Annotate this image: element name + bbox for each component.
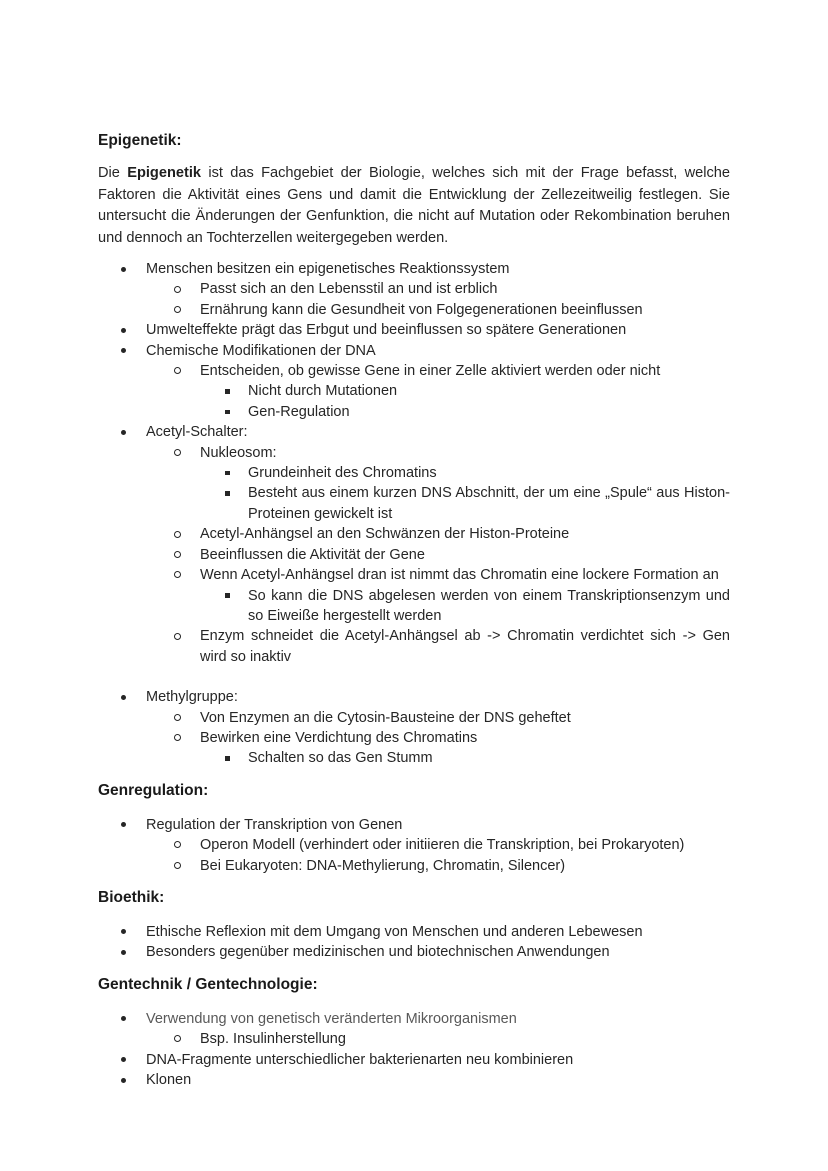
bullet-icon: [121, 1016, 126, 1021]
intro-paragraph: [98, 163, 730, 249]
circle-bullet-icon: [174, 1035, 181, 1042]
list-item: [98, 728, 730, 748]
bullet-icon: [121, 348, 126, 353]
circle-bullet-icon: [174, 286, 181, 293]
list-item: [98, 422, 730, 442]
circle-bullet-icon: [174, 633, 181, 640]
square-bullet-icon: [225, 389, 230, 394]
list-item-text: Nukleosom:: [200, 444, 277, 461]
genregulation-list: [98, 815, 730, 876]
list-item: [98, 1050, 730, 1070]
list-item: [98, 402, 730, 422]
circle-bullet-icon: [174, 862, 181, 869]
list-item-text: DNA-Fragmente unterschiedlicher bakterienarten neu kombinieren: [146, 1051, 574, 1068]
list-item-text: Umwelteffekte prägt das Erbgut und beeinflussen so spätere Generationen: [146, 322, 627, 339]
circle-bullet-icon: [174, 714, 181, 721]
list-item-text: Besonders gegenüber medizinischen und biotechnischen Anwendungen: [146, 944, 610, 961]
circle-bullet-icon: [174, 551, 181, 558]
list-item-text: Chemische Modifikationen der DNA: [146, 342, 376, 359]
bullet-icon: [121, 430, 126, 435]
circle-bullet-icon: [174, 531, 181, 538]
bullet-icon: [121, 695, 126, 700]
list-item-text: Grundeinheit des Chromatins: [248, 465, 437, 482]
list-item-text: Bewirken eine Verdichtung des Chromatins: [200, 729, 478, 746]
list-item: [98, 856, 730, 876]
circle-bullet-icon: [174, 571, 181, 578]
list-item-text: Methylgruppe:: [146, 689, 238, 706]
list-item-text: Entscheiden, ob gewisse Gene in einer Zelle aktiviert werden oder nicht: [200, 363, 661, 380]
list-item: [98, 463, 730, 483]
list-item-text: Acetyl-Anhängsel an den Schwänzen der Histon-Proteine: [200, 526, 570, 543]
list-item-text: Operon Modell (verhindert oder initiieren die Transkription, bei Prokaryoten): [200, 837, 685, 854]
bullet-icon: [121, 929, 126, 934]
list-item-text: Klonen: [146, 1072, 192, 1088]
list-item: [98, 361, 730, 381]
section-heading-gentechnik: Gentechnik / Gentechnologie:: [98, 975, 318, 993]
list-item-text: Enzym schneidet die Acetyl-Anhängsel ab -> Chromatin verdichtet sich -> Gen wird so inaktiv: [200, 628, 730, 665]
list-item: [98, 1029, 730, 1049]
list-item-text: Besteht aus einem kurzen DNS Abschnitt, der um eine „Spule“ aus Histon-Proteinen gewickelt ist: [248, 485, 730, 522]
circle-bullet-icon: [174, 367, 181, 374]
list-item: [98, 922, 730, 942]
section-heading-epigenetik: Epigenetik:: [98, 132, 182, 149]
list-item: [98, 279, 730, 299]
list-item-text: Bsp. Insulinherstellung: [200, 1031, 346, 1048]
list-item: [98, 300, 730, 320]
list-item-text: Regulation der Transkription von Genen: [146, 816, 403, 833]
bullet-icon: [121, 328, 126, 333]
list-item-text: Nicht durch Mutationen: [248, 383, 398, 400]
list-item-text: So kann die DNS abgelesen werden von einem Transkriptionsenzym und so Eiweiße hergestellt werden: [248, 587, 730, 624]
document-content: [98, 131, 730, 1090]
list-item: [98, 545, 730, 565]
list-item: [98, 483, 730, 524]
list-item-text: Passt sich an den Lebensstil an und ist erblich: [200, 281, 498, 298]
list-item: [98, 443, 730, 463]
list-item-text: Acetyl-Schalter:: [146, 424, 248, 441]
section-heading-genregulation: Genregulation:: [98, 781, 209, 799]
bullet-icon: [121, 822, 126, 827]
list-item: [98, 259, 730, 279]
list-item-text: Bei Eukaryoten: DNA-Methylierung, Chromatin, Silencer): [200, 857, 566, 874]
list-item: [98, 320, 730, 340]
list-item-text: Verwendung von genetisch veränderten Mikroorganismen: [146, 1010, 517, 1027]
bioethik-list: [98, 922, 730, 963]
square-bullet-icon: [225, 471, 230, 476]
list-item: [98, 524, 730, 544]
epigenetik-list: [98, 259, 730, 769]
bullet-icon: [121, 950, 126, 955]
list-item-text: Ethische Reflexion mit dem Umgang von Menschen und anderen Lebewesen: [146, 923, 643, 940]
list-item-text: Von Enzymen an die Cytosin-Bausteine der DNS geheftet: [200, 709, 571, 726]
list-item: [98, 341, 730, 361]
list-item-text: Ernährung kann die Gesundheit von Folgegenerationen beeinflussen: [200, 301, 643, 318]
circle-bullet-icon: [174, 841, 181, 848]
list-item: [98, 626, 730, 667]
square-bullet-icon: [225, 593, 230, 598]
list-item: [98, 1070, 730, 1090]
bullet-icon: [121, 1078, 126, 1083]
bullet-icon: [121, 267, 126, 272]
intro-rest: ist das Fachgebiet der Biologie, welches sich mit der Frage befasst, welche Faktoren die Aktivität eines Gens und damit die Entwicklung der Zellezeitweilig festlegen. Sie untersucht die Änderungen der Genfunktion, die nicht auf Mutation oder Rekombination beruhen und dennoch an Tochterzellen weitergegeben werden.: [98, 165, 730, 246]
list-item: [98, 1009, 730, 1029]
intro-lead: Die: [98, 165, 128, 181]
circle-bullet-icon: [174, 306, 181, 313]
list-item: [98, 815, 730, 835]
square-bullet-icon: [225, 756, 230, 761]
list-item: [98, 942, 730, 962]
list-item-text: Beeinflussen die Aktivität der Gene: [200, 546, 425, 563]
intro-bold-term: Epigenetik: [127, 165, 202, 181]
list-item: [98, 586, 730, 627]
bullet-icon: [121, 1057, 126, 1062]
list-item-text: Schalten so das Gen Stumm: [248, 750, 433, 767]
gentechnik-list: [98, 1009, 730, 1091]
circle-bullet-icon: [174, 734, 181, 741]
list-item-text: Wenn Acetyl-Anhängsel dran ist nimmt das Chromatin eine lockere Formation an: [200, 567, 719, 584]
square-bullet-icon: [225, 491, 230, 496]
list-item-text: Menschen besitzen ein epigenetisches Reaktionssystem: [146, 261, 510, 277]
list-item: [98, 687, 730, 707]
list-item: [98, 565, 730, 585]
circle-bullet-icon: [174, 449, 181, 456]
list-item: [98, 835, 730, 855]
list-item-text: Gen-Regulation: [248, 403, 350, 420]
section-heading-bioethik: Bioethik:: [98, 888, 165, 906]
square-bullet-icon: [225, 410, 230, 415]
list-item: [98, 381, 730, 401]
list-item: [98, 748, 730, 768]
list-item: [98, 708, 730, 728]
